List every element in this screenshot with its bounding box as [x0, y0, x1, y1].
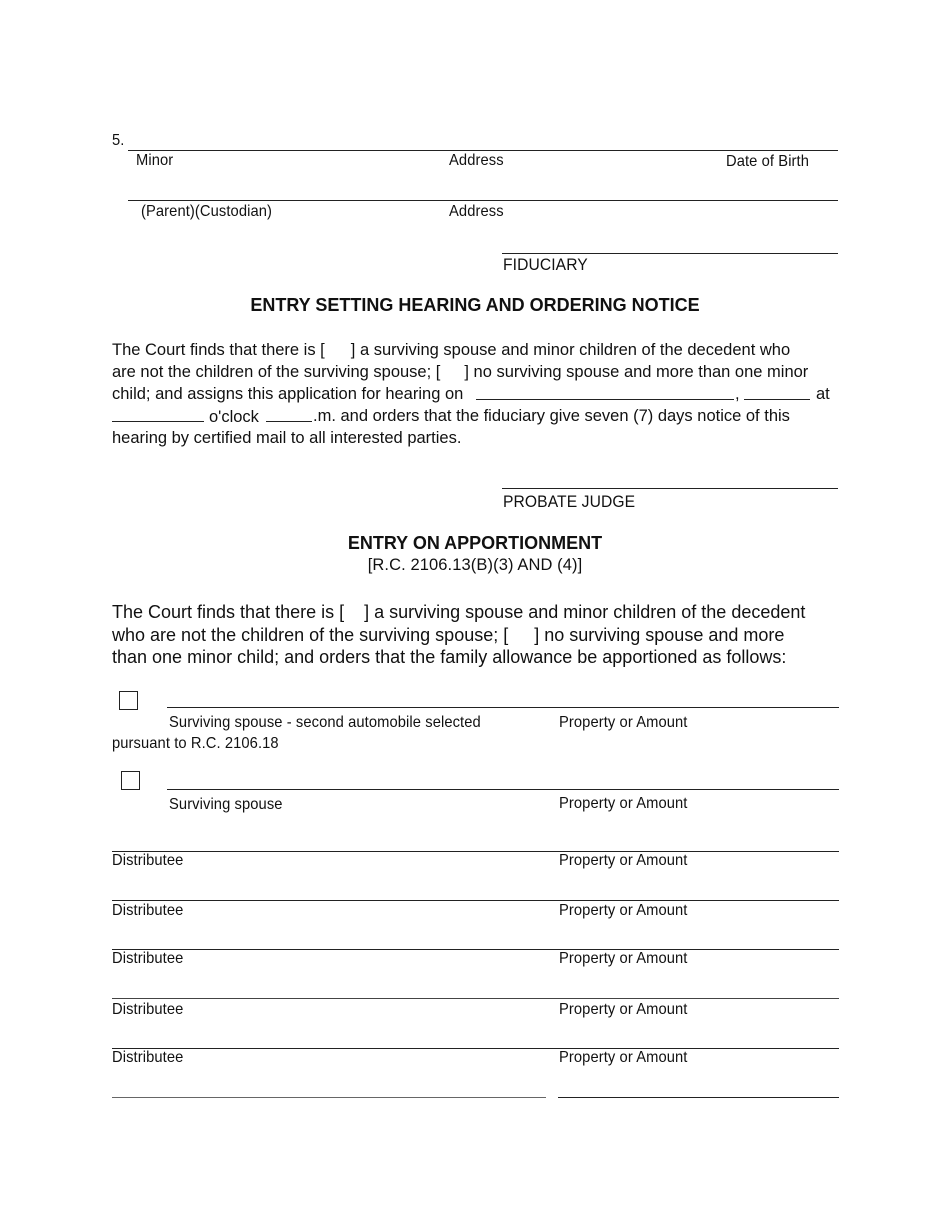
fiduciary-signature-line[interactable]	[502, 253, 838, 254]
distributee-label: Distributee	[112, 852, 184, 869]
second-automobile-line[interactable]	[167, 707, 839, 708]
date-comma: ,	[735, 385, 740, 403]
distributee-label: Distributee	[112, 1049, 184, 1066]
distributee-label: Distributee	[112, 902, 184, 919]
hearing-paragraph-line-5: hearing by certified mail to all interested parties.	[112, 429, 462, 447]
apportionment-subtitle-wrap	[0, 556, 950, 575]
hearing-title: ENTRY SETTING HEARING AND ORDERING NOTICE	[250, 295, 700, 315]
minor-line[interactable]	[128, 150, 838, 151]
distributee-line[interactable]	[112, 900, 839, 901]
at-text: at	[816, 385, 830, 403]
hearing-paragraph-line-1: The Court finds that there is [ ] a surviving spouse and minor children of the decedent who	[112, 341, 791, 359]
surviving-spouse-checkbox[interactable]	[121, 771, 140, 790]
surviving-spouse-amount-label: Property or Amount	[559, 795, 688, 812]
distributee-line[interactable]	[112, 1048, 839, 1049]
apportionment-subtitle: [R.C. 2106.13(B)(3) AND (4)]	[367, 556, 583, 574]
apportionment-title: ENTRY ON APPORTIONMENT	[347, 533, 603, 553]
bottom-right-line[interactable]	[558, 1097, 839, 1098]
am-pm-line[interactable]	[266, 421, 312, 422]
fiduciary-label: FIDUCIARY	[503, 255, 588, 274]
parent-line[interactable]	[128, 200, 838, 201]
hearing-time-line[interactable]	[112, 421, 204, 422]
distributee-line[interactable]	[112, 851, 839, 852]
second-automobile-checkbox[interactable]	[119, 691, 138, 710]
oclock-text: o'clock	[209, 408, 259, 426]
distributee-label: Distributee	[112, 950, 184, 967]
probate-judge-signature-line[interactable]	[502, 488, 838, 489]
minor-label: Minor	[136, 152, 174, 169]
apportionment-paragraph-line-3: than one minor child; and orders that the family allowance be apportioned as follows:	[112, 647, 787, 667]
distributee-label: Distributee	[112, 1001, 184, 1018]
distributee-amount-label: Property or Amount	[559, 1049, 688, 1066]
surviving-spouse-line[interactable]	[167, 789, 839, 790]
second-automobile-amount-label: Property or Amount	[559, 714, 688, 731]
parent-address-label: Address	[449, 203, 504, 220]
hearing-paragraph-line-2: are not the children of the surviving spouse; [ ] no surviving spouse and more than one minor	[112, 363, 809, 381]
bottom-left-line[interactable]	[112, 1097, 546, 1098]
distributee-amount-label: Property or Amount	[559, 852, 688, 869]
address-label: Address	[449, 152, 504, 169]
second-automobile-statute: pursuant to R.C. 2106.18	[112, 735, 279, 752]
hearing-year-line[interactable]	[744, 399, 810, 400]
distributee-amount-label: Property or Amount	[559, 1001, 688, 1018]
distributee-amount-label: Property or Amount	[559, 950, 688, 967]
distributee-line[interactable]	[112, 998, 839, 999]
hearing-date-line[interactable]	[476, 399, 734, 400]
distributee-line[interactable]	[112, 949, 839, 950]
item-number: 5.	[112, 132, 125, 149]
hearing-paragraph-line-4: .m. and orders that the fiduciary give seven (7) days notice of this	[313, 407, 790, 425]
parent-custodian-label: (Parent)(Custodian)	[141, 203, 273, 220]
apportionment-paragraph-line-1: The Court finds that there is [ ] a surviving spouse and minor children of the decedent	[112, 602, 806, 622]
apportionment-paragraph-line-2: who are not the children of the surviving spouse; [ ] no surviving spouse and more	[112, 625, 785, 645]
second-automobile-label: Surviving spouse - second automobile selected	[169, 714, 481, 731]
probate-judge-label: PROBATE JUDGE	[503, 492, 636, 511]
date-of-birth-label: Date of Birth	[726, 153, 810, 170]
surviving-spouse-label: Surviving spouse	[169, 796, 283, 813]
distributee-amount-label: Property or Amount	[559, 902, 688, 919]
hearing-paragraph-line-3: child; and assigns this application for hearing on	[112, 385, 464, 403]
